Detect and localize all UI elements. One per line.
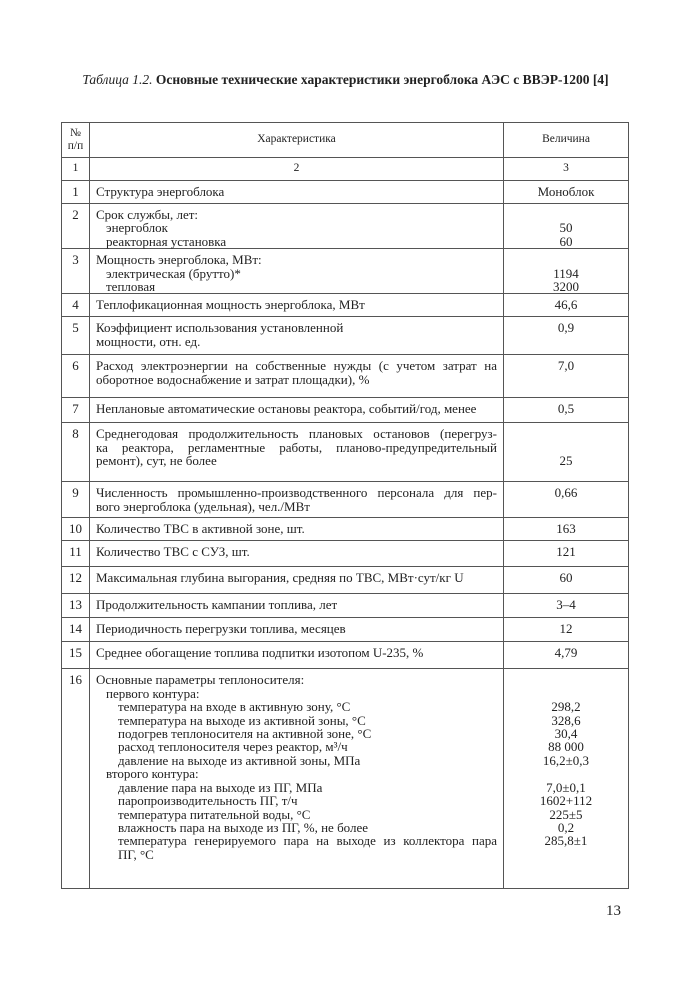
row-characteristic: [90, 482, 504, 518]
characteristic-line: температура на входе в активную зону, °С: [118, 699, 351, 715]
characteristic-line: Максимальная глубина выгорания, средняя по ТВС, МВт·сут/кг U: [96, 570, 464, 586]
row-characteristic: [90, 294, 504, 317]
table-row: [62, 294, 629, 317]
characteristic-line: Продолжительность кампании топлива, лет: [96, 597, 338, 613]
table-row: [62, 482, 629, 518]
table-row: [62, 317, 629, 355]
header-value: Величина: [504, 123, 629, 158]
value-line: 298,2: [551, 699, 581, 715]
row-number: 15: [62, 642, 90, 669]
specs-table: [61, 122, 629, 889]
header-num: [62, 123, 90, 158]
characteristic-line: расход теплоносителя через реактор, м³/ч: [118, 739, 348, 755]
value-line: 25: [559, 453, 573, 469]
value-line: [504, 687, 628, 700]
row-value: [504, 669, 629, 889]
characteristic-line: Срок службы, лет:: [96, 207, 199, 222]
characteristic-line: первого контура:: [106, 685, 200, 701]
row-characteristic: [90, 518, 504, 541]
characteristic-line: Количество ТВС с СУЗ, шт.: [96, 544, 250, 560]
characteristic-line: ремонт), сут, не более: [96, 453, 217, 469]
table-row: [62, 398, 629, 423]
row-number: 12: [62, 567, 90, 594]
column-index-2: 2: [90, 158, 504, 181]
row-number: 6: [62, 355, 90, 398]
characteristic-line: реакторная установка: [106, 233, 227, 249]
characteristic-line: оборотное водоснабжение и затрат площадки), %: [96, 371, 370, 387]
characteristic-line: мощности, отн. ед.: [96, 333, 201, 349]
row-characteristic: [90, 204, 504, 249]
value-line: 1194: [553, 265, 579, 281]
header-characteristic: Характеристика: [90, 123, 504, 158]
characteristic-line: температура генерируемого пара на выходе из коллектора пара: [118, 833, 497, 849]
table-row: [62, 541, 629, 567]
header-num-line2: п/п: [67, 140, 84, 152]
value-line: 7,0: [557, 358, 575, 374]
value-line: 60: [559, 233, 573, 249]
row-value: [504, 482, 629, 518]
row-characteristic: [90, 594, 504, 618]
column-index-3: 3: [504, 158, 629, 181]
characteristic-line: Коэффициент использования установленной: [96, 320, 344, 336]
table-row: [62, 181, 629, 204]
characteristic-line: температура питательной воды, °С: [118, 806, 311, 822]
table-row: [62, 249, 629, 294]
row-characteristic: [90, 423, 504, 482]
characteristic-line: вого энергоблока (удельная), чел./МВт: [96, 498, 310, 514]
table-row: [62, 618, 629, 642]
row-characteristic: [90, 642, 504, 669]
table-row: [62, 594, 629, 618]
row-value: [504, 317, 629, 355]
row-value: [504, 518, 629, 541]
value-line: 4,79: [554, 645, 578, 661]
table-row: [62, 669, 629, 889]
row-characteristic: [90, 355, 504, 398]
value-line: [504, 253, 628, 266]
table-row: [62, 355, 629, 398]
characteristic-line: давление на выходе из активной зоны, МПа: [118, 752, 361, 768]
characteristic-line: электрическая (брутто)*: [106, 265, 241, 281]
row-value: [504, 567, 629, 594]
row-characteristic: [90, 181, 504, 204]
table-caption-label: Таблица 1.2.: [82, 72, 153, 87]
row-number: 10: [62, 518, 90, 541]
characteristic-line: ПГ, °С: [118, 846, 154, 862]
characteristic-line: Численность промышленно-производственного персонала для пер-: [96, 485, 497, 501]
row-characteristic: [90, 398, 504, 423]
characteristic-line: Расход электроэнергии на собственные нужды (с учетом затрат на: [96, 358, 497, 374]
page-number: 13: [606, 903, 621, 919]
table-row: [62, 567, 629, 594]
column-index-row: [62, 158, 629, 181]
characteristic-line: паропроизводительность ПГ, т/ч: [118, 793, 298, 809]
value-line: 50: [559, 220, 573, 236]
row-characteristic: [90, 669, 504, 889]
value-line: 328,6: [551, 712, 581, 728]
row-characteristic: [90, 249, 504, 294]
value-line: 1602+112: [539, 793, 593, 809]
row-characteristic: [90, 317, 504, 355]
row-value: [504, 398, 629, 423]
value-line: 12: [559, 621, 573, 637]
characteristic-line: ка реактора, регламентные работы, планово-предупредительный: [96, 439, 497, 455]
row-number: 11: [62, 541, 90, 567]
table-caption: [0, 72, 691, 88]
row-value: [504, 204, 629, 249]
header-num-line1: №: [70, 126, 81, 139]
characteristic-line: второго контура:: [106, 766, 199, 782]
value-line: 163: [556, 521, 576, 537]
value-line: 0,5: [557, 401, 575, 417]
value-line: 0,9: [557, 320, 575, 336]
value-line: 225±5: [549, 806, 583, 822]
row-value: [504, 181, 629, 204]
characteristic-line: Количество ТВС в активной зоне, шт.: [96, 521, 305, 537]
characteristic-line: подогрев теплоносителя на активной зоне, °С: [118, 726, 372, 742]
table-row: [62, 423, 629, 482]
row-number: 7: [62, 398, 90, 423]
value-line: [504, 208, 628, 221]
row-number: 5: [62, 317, 90, 355]
row-value: [504, 594, 629, 618]
table-caption-text: Основные технические характеристики энергоблока АЭС с ВВЭР-1200 [4]: [155, 72, 609, 87]
row-number: 9: [62, 482, 90, 518]
row-value: [504, 618, 629, 642]
characteristic-line: влажность пара на выходе из ПГ, %, не более: [118, 819, 369, 835]
value-line: 88 000: [548, 739, 584, 755]
value-line: [504, 673, 628, 686]
row-value: [504, 423, 629, 482]
row-number: 16: [62, 669, 90, 889]
table-header-row: [62, 123, 629, 158]
row-number: 4: [62, 294, 90, 317]
row-characteristic: [90, 567, 504, 594]
row-value: [504, 541, 629, 567]
table-row: [62, 204, 629, 249]
value-line: 285,8±1: [544, 833, 588, 849]
value-line: 0,2: [557, 819, 575, 835]
column-index-1: 1: [62, 158, 90, 181]
value-line: 3200: [553, 279, 579, 295]
characteristic-line: Структура энергоблока: [96, 184, 225, 199]
value-line: 0,66: [554, 485, 578, 501]
value-line: 121: [556, 544, 576, 560]
characteristic-line: Теплофикационная мощность энергоблока, МВт: [96, 297, 365, 313]
row-number: 13: [62, 594, 90, 618]
table-row: [62, 518, 629, 541]
row-value: [504, 355, 629, 398]
row-value: [504, 294, 629, 317]
row-number: 3: [62, 249, 90, 294]
characteristic-line: Неплановые автоматические остановы реактора, событий/год, менее: [96, 401, 477, 417]
value-line: 7,0±0,1: [546, 779, 586, 795]
row-value: [504, 642, 629, 669]
characteristic-line: Основные параметры теплоносителя:: [96, 672, 305, 688]
value-line: [504, 767, 628, 780]
table-row: [62, 642, 629, 669]
value-line: [504, 848, 628, 861]
value-line: 46,6: [554, 297, 578, 313]
value-line: 16,2±0,3: [542, 752, 590, 768]
characteristic-line: Периодичность перегрузки топлива, месяцев: [96, 621, 346, 637]
row-number: 2: [62, 204, 90, 249]
characteristic-line: энергоблок: [106, 220, 168, 236]
value-line: [504, 441, 628, 454]
row-value: [504, 249, 629, 294]
row-characteristic: [90, 618, 504, 642]
value-line: Моноблок: [537, 184, 595, 199]
row-number: 8: [62, 423, 90, 482]
value-line: 30,4: [554, 726, 578, 742]
characteristic-line: Среднее обогащение топлива подпитки изотопом U-235, %: [96, 645, 424, 661]
row-characteristic: [90, 541, 504, 567]
value-line: 3–4: [556, 597, 576, 613]
value-line: [504, 427, 628, 440]
row-number: 14: [62, 618, 90, 642]
characteristic-line: давление пара на выходе из ПГ, МПа: [118, 779, 323, 795]
characteristic-line: тепловая: [106, 279, 156, 295]
characteristic-line: Мощность энергоблока, МВт:: [96, 252, 262, 268]
characteristic-line: Среднегодовая продолжительность плановых остановов (перегруз-: [96, 426, 497, 442]
characteristic-line: температура на выходе из активной зоны, °С: [118, 712, 366, 728]
value-line: 60: [559, 570, 573, 586]
row-number: 1: [62, 181, 90, 204]
